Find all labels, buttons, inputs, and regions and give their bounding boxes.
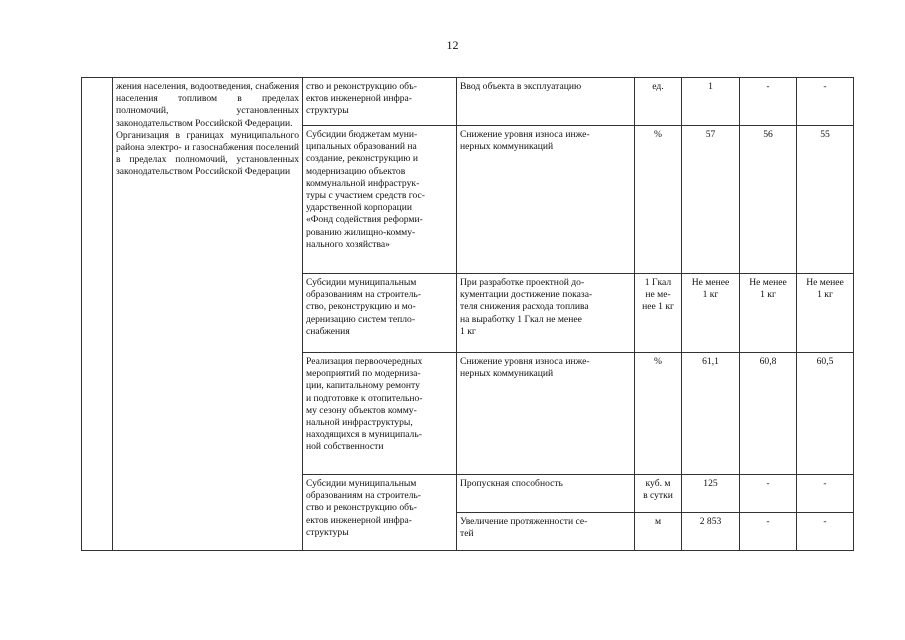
indicator-cell: Пропускная способность bbox=[457, 475, 635, 513]
unit-cell: 1 Гкал не ме- нее 1 кг bbox=[635, 274, 682, 353]
unit-cell: ед. bbox=[635, 78, 682, 126]
measure-cell: Реализация первоочередных мероприятий по модерниза- ции, капитальному ремонту и подготовке к отопительно- му сезону объектов комму- нальной инфраструктуры, находящихся в муниципаль- ной собственности bbox=[303, 353, 457, 475]
program-table bbox=[81, 77, 854, 551]
measure-cell: ство и реконструкцию объ- ектов инженерной инфра- структуры bbox=[303, 78, 457, 126]
unit-cell: куб. м в сутки bbox=[635, 475, 682, 513]
value-cell: - bbox=[740, 78, 797, 126]
unit-cell: м bbox=[635, 513, 682, 551]
measure-cell: Субсидии муниципальным образованиям на строитель- ство и реконструкцию объ- ектов инженерной инфра- структуры bbox=[303, 475, 457, 551]
indicator-cell: Снижение уровня износа инже- нерных коммуникаций bbox=[457, 353, 635, 475]
value-cell: - bbox=[740, 475, 797, 513]
value-cell: 1 bbox=[682, 78, 740, 126]
value-cell: - bbox=[797, 513, 854, 551]
value-cell: 125 bbox=[682, 475, 740, 513]
measure-cell: Субсидии муниципальным образованиям на строитель- ство, реконструкцию и мо- дернизацию систем тепло- снабжения bbox=[303, 274, 457, 353]
value-cell: - bbox=[740, 513, 797, 551]
value-cell: Не менее 1 кг bbox=[797, 274, 854, 353]
number-cell bbox=[82, 78, 113, 551]
value-cell: 2 853 bbox=[682, 513, 740, 551]
value-cell: 60,8 bbox=[740, 353, 797, 475]
goal-cell bbox=[113, 78, 303, 551]
page-number: 12 bbox=[446, 38, 459, 52]
indicator-cell: Снижение уровня износа инже- нерных коммуникаций bbox=[457, 126, 635, 274]
value-cell: - bbox=[797, 475, 854, 513]
indicator-cell: При разработке проектной до- кументации достижение показа- теля снижения расхода топлива на выработку 1 Гкал не менее 1 кг bbox=[457, 274, 635, 353]
value-cell: 57 bbox=[682, 126, 740, 274]
unit-cell: % bbox=[635, 353, 682, 475]
value-cell: Не менее 1 кг bbox=[682, 274, 740, 353]
value-cell: 55 bbox=[797, 126, 854, 274]
indicator-cell: Увеличение протяженности се- тей bbox=[457, 513, 635, 551]
table-row bbox=[82, 78, 854, 126]
goal-text-2: Организация в границах муниципального района электро- и газоснабжения поселений в пределах полномочий, установленных законодательством Российской Федерации bbox=[116, 129, 299, 178]
indicator-cell: Ввод объекта в эксплуатацию bbox=[457, 78, 635, 126]
value-cell: - bbox=[797, 78, 854, 126]
unit-cell: % bbox=[635, 126, 682, 274]
value-cell: 61,1 bbox=[682, 353, 740, 475]
value-cell: Не менее 1 кг bbox=[740, 274, 797, 353]
value-cell: 60,5 bbox=[797, 353, 854, 475]
value-cell: 56 bbox=[740, 126, 797, 274]
goal-text-1: жения населения, водоотведения, снабжения населения топливом в пределах полномочий, установленных законодательством Российской Федерации. bbox=[116, 81, 299, 129]
measure-cell: Субсидии бюджетам муни- ципальных образований на создание, реконструкцию и модернизацию объектов коммунальной инфраструк- туры с участием средств гос- ударственной корпорации «Фонд содействия реформи- рованию жилищно-комму- нального хозяйства» bbox=[303, 126, 457, 274]
